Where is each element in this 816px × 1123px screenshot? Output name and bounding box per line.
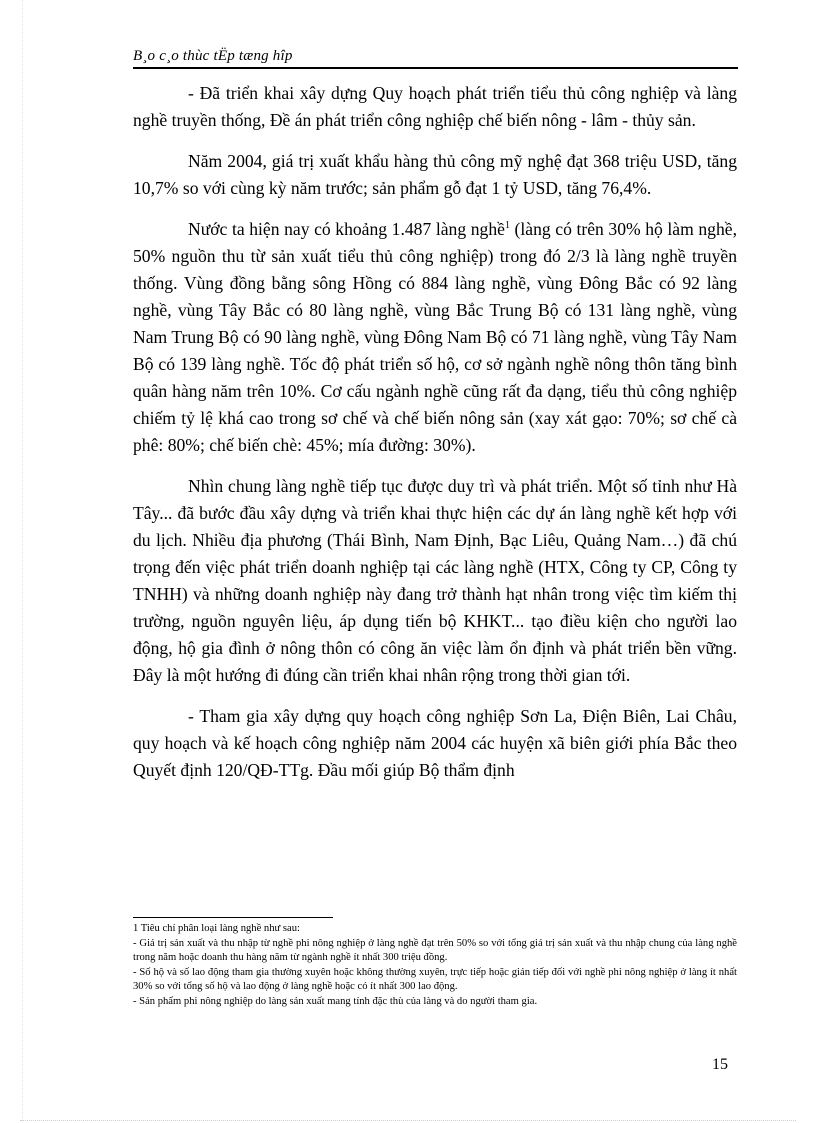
running-header: B¸o c¸o thùc tËp tæng hîp <box>133 48 293 64</box>
paragraph-3-start: Nước ta hiện nay có khoảng 1.487 làng nghề <box>188 219 505 239</box>
paragraph-2: Năm 2004, giá trị xuất khẩu hàng thủ công mỹ nghệ đạt 368 triệu USD, tăng 10,7% so với cùng kỳ năm trước; sản phẩm gỗ đạt 1 tỷ USD, tăng 76,4%. <box>133 151 737 198</box>
footnote-title: 1 Tiêu chí phân loại làng nghề như sau: <box>133 923 300 934</box>
footnote-item: - Sản phẩm phi nông nghiệp do làng sản xuất mang tính đặc thù của làng và do người tham gia. <box>133 995 538 1007</box>
paragraph-4: Nhìn chung làng nghề tiếp tục được duy trì và phát triển. Một số tỉnh như Hà Tây... đã bước đầu xây dựng và triển khai thực hiện các dự án làng nghề kết hợp với du lịch. Nhiều địa phương (Thái Bình, Nam Định, Bạc Liêu, Quảng Nam…) đã chú trọng đến việc phát triển doanh nghiệp tại các làng nghề (HTX, Công ty CP, Công ty TNHH) và những doanh nghiệp này đang trở thành hạt nhân trong việc tìm kiếm thị trường, nguồn nguyên liệu, áp dụng tiến bộ KHKT... tạo điều kiện cho người lao động, hộ gia đình ở nông thôn có công ăn việc làm ổn định và phát triển bền vững. Đây là một hướng đi đúng cần triển khai nhân rộng trong thời gian tới. <box>133 476 737 685</box>
footnote-reference[interactable]: 1 <box>504 220 510 231</box>
paragraph-3-rest: (làng có trên 30% hộ làm nghề, 50% nguồn thu từ sản xuất tiểu thủ công nghiệp) trong đó 2/3 là làng nghề truyền thống. Vùng đồng bằng sông Hồng có 884 làng nghề, vùng Đông Bắc có 92 làng nghề, vùng Tây Bắc có 80 làng nghề, vùng Bắc Trung Bộ có 131 làng nghề, vùng Nam Trung Bộ có 90 làng nghề, vùng Đông Nam Bộ có 71 làng nghề, vùng Tây Nam Bộ có 139 làng nghề. Tốc độ phát triển số hộ, cơ sở ngành nghề nông thôn tăng bình quân hàng năm trên 10%. Cơ cấu ngành nghề cũng rất đa dạng, tiểu thủ công nghiệp chiếm tỷ lệ khá cao trong sơ chế và chế biến nông sản (xay xát gạo: 70%; sơ chế cà phê: 80%; chế biến chè: 45%; mía đường: 30%). <box>133 219 737 455</box>
body-text <box>133 80 737 798</box>
page-edge-bottom <box>20 1120 796 1121</box>
footnote-item: - Số hộ và số lao động tham gia thường xuyên hoặc không thường xuyên, trực tiếp hoặc gián tiếp đối với nghề phi nông nghiệp ở làng ít nhất 30% so với tổng số hộ và lao động ở làng nghề hoặc có ít nhất 300 lao động. <box>133 966 737 992</box>
paragraph-3 <box>133 216 737 459</box>
footnote-item: - Giá trị sản xuất và thu nhập từ nghề phi nông nghiệp ở làng nghề đạt trên 50% so với tổng giá trị sản xuất và thu nhập chung của làng nghề trong năm hoặc doanh thu hàng năm từ ngành nghề ít nhất 300 triệu đồng. <box>133 937 737 963</box>
header-rule <box>133 67 738 69</box>
paragraph-1: - Đã triển khai xây dựng Quy hoạch phát triển tiểu thủ công nghiệp và làng nghề truyền thống, Đề án phát triển công nghiệp chế biến nông - lâm - thủy sản. <box>133 83 737 130</box>
page-edge-left <box>22 0 23 1123</box>
page-number: 15 <box>712 1056 728 1073</box>
footnotes <box>133 922 737 1009</box>
paragraph-5: - Tham gia xây dựng quy hoạch công nghiệp Sơn La, Điện Biên, Lai Châu, quy hoạch và kế hoạch công nghiệp năm 2004 các huyện xã biên giới phía Bắc theo Quyết định 120/QĐ-TTg. Đầu mối giúp Bộ thẩm định <box>133 706 737 780</box>
footnote-rule <box>133 917 333 918</box>
